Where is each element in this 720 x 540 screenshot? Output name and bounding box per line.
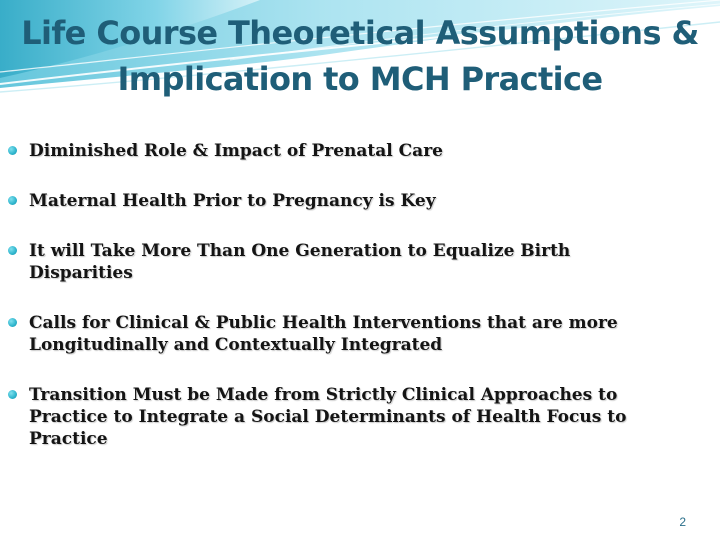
bullet-text: Calls for Clinical & Public Health Interventions that are more Longitudinally and Contextually Integrated	[29, 313, 618, 355]
bullet-dot-icon	[8, 390, 17, 399]
bullet-dot-icon	[8, 146, 17, 155]
bullet-dot-icon	[8, 196, 17, 205]
bullet-item	[0, 384, 629, 450]
bullet-text: Transition Must be Made from Strictly Clinical Approaches to Practice to Integrate a Social Determinants of Health Focus to Practice	[29, 385, 627, 449]
bullet-item	[0, 240, 629, 284]
bullet-item	[0, 140, 629, 162]
bullet-dot-icon	[8, 318, 17, 327]
slide-number: 2	[679, 515, 686, 529]
bullet-dot-icon	[8, 246, 17, 255]
bullet-text: Maternal Health Prior to Pregnancy is Key	[29, 191, 436, 211]
slide-title: Life Course Theoretical Assumptions & Implication to MCH Practice	[21, 14, 699, 98]
bullet-text: It will Take More Than One Generation to Equalize Birth Disparities	[29, 241, 571, 283]
bullet-item	[0, 190, 629, 212]
bullet-list	[0, 140, 700, 478]
bullet-text: Diminished Role & Impact of Prenatal Care	[29, 141, 443, 161]
bullet-item	[0, 312, 629, 356]
